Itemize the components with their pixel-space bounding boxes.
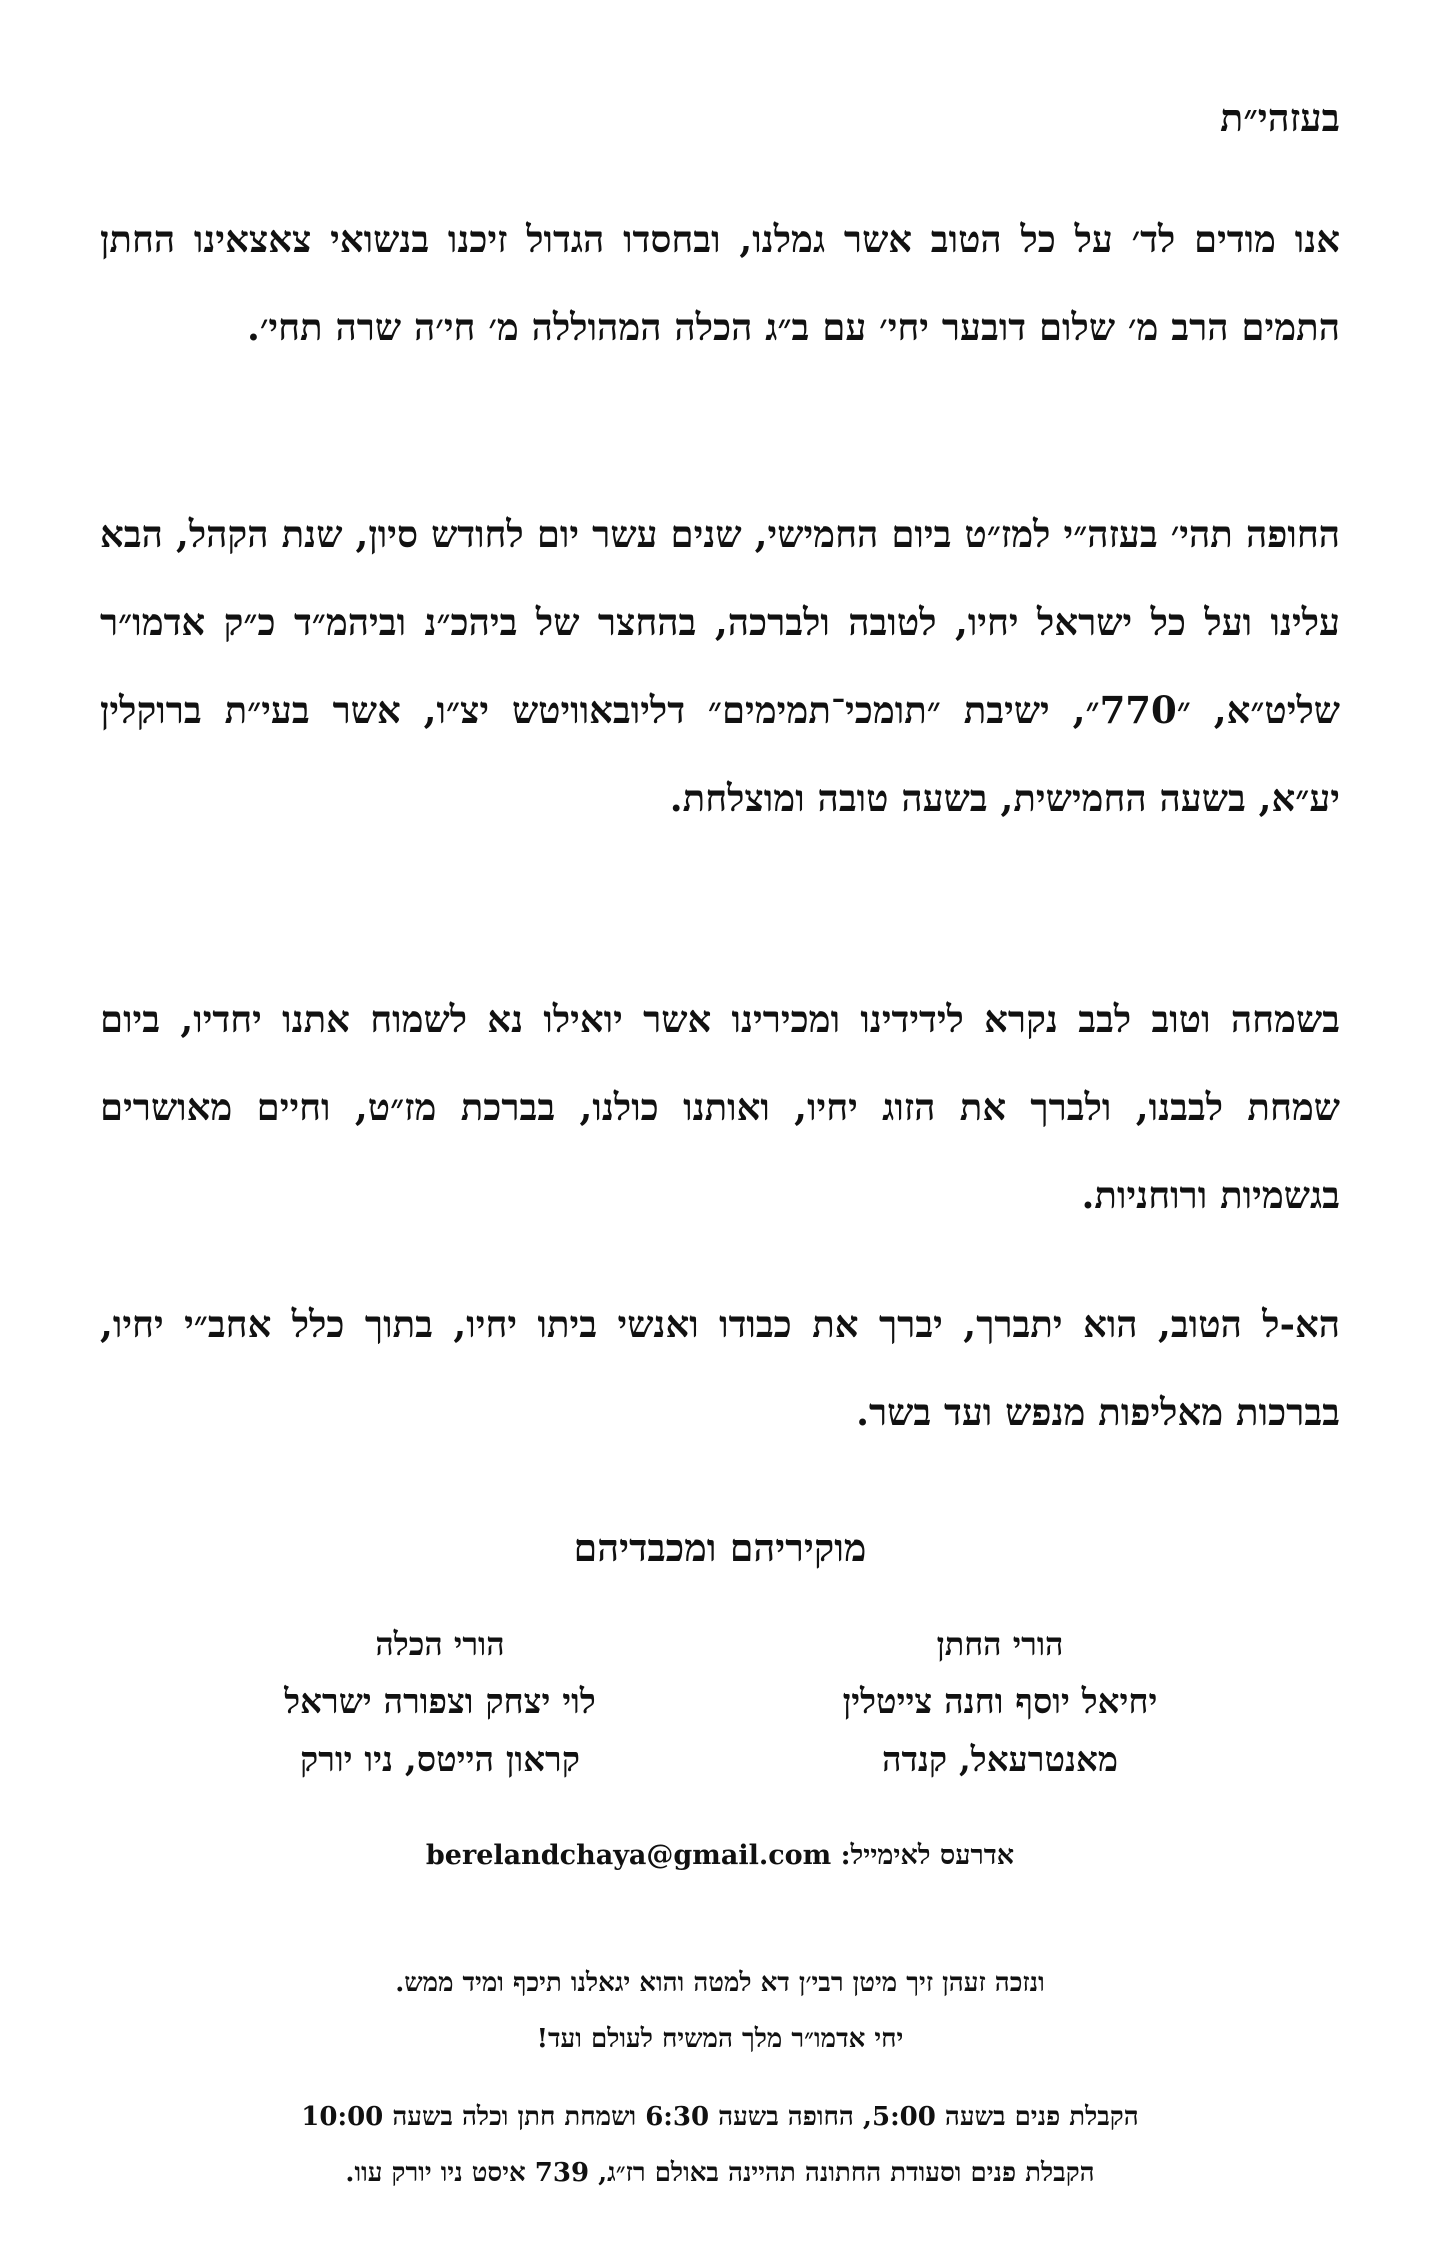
groom-parents-location: מאנטרעאל, קנדה xyxy=(881,1740,1119,1780)
note-schedule: הקבלת פנים בשעה 5:00, החופה בשעה 6:30 ושמחת חתן וכלה בשעה 10:00 xyxy=(301,2102,1139,2132)
groom-parents-title: הורי החתן xyxy=(936,1625,1064,1663)
paragraph-blessing: הא-ל הטוב, הוא יתברך, יברך את כבודו ואנשי ביתו יחיו, בתוך כלל אחב״י יחיו, בברכות מאליפות מנפש ועד בשר. xyxy=(100,1302,1340,1434)
bride-parents-title: הורי הכלה xyxy=(375,1625,505,1663)
paragraph-chuppah-details: החופה תהי׳ בעזה״י למז״ט ביום החמישי, שנים עשר יום לחודש סיון, שנת הקהל, הבא עלינו ועל כל ישראל יחיו, לטובה ולברכה, בהחצר של ביהכ״נ וביהמ״ד כ״ק אדמו״ר שליט״א, ״770״, ישיבת ״תומכי־תמימים״ דליובאוויטש יצ״ו, אשר בעי״ת ברוקלין יע״א, בשעה החמישית, בשעה טובה ומוצלחת. xyxy=(100,512,1340,820)
email-line xyxy=(0,1840,1440,1871)
note-venue: הקבלת פנים וסעודת החתונה תהיינה באולם רז״ג, 739 איסט ניו יורק עוו. xyxy=(345,2158,1095,2188)
footer-notes xyxy=(0,1955,1440,2201)
paragraph-invitation: בשמחה וטוב לבב נקרא לידידינו ומכירינו אשר יואילו נא לשמוח אתנו יחדיו, ביום שמחת לבבנו, ולברך את הזוג יחיו, ואותנו כולנו, בברכת מז״ט, וחיים מאושרים בגשמיות ורוחניות. xyxy=(100,997,1340,1217)
groom-parents-block xyxy=(720,1615,1280,1789)
bride-parents-names: לוי יצחק וצפורה ישראל xyxy=(284,1682,596,1722)
email-address-link[interactable]: berelandchaya@gmail.com xyxy=(425,1840,832,1871)
paragraph-announcement: אנו מודים לד׳ על כל הטוב אשר גמלנו, ובחסדו הגדול זיכנו בנשואי צאצאינו החתן התמים הרב מ׳ שלום דובער יחי׳ עם ב״ג הכלה המהוללה מ׳ חי׳ה שרה תחי׳. xyxy=(100,217,1340,349)
bride-parents-block xyxy=(160,1615,720,1789)
bride-parents-location: קראון הייטס, ניו יורק xyxy=(300,1740,580,1780)
signoff: מוקיריהם ומכבדיהם xyxy=(573,1525,867,1570)
groom-parents-names: יחיאל יוסף וחנה צייטלין xyxy=(842,1682,1158,1722)
page-header-bs-d: בעזהי״ת xyxy=(1220,95,1340,140)
note-yechi: יחי אדמו״ר מלך המשיח לעולם ועד! xyxy=(536,2024,904,2054)
note-moshiach: ונזכה זעהן זיך מיטן רבי׳ן דא למטה והוא יגאלנו תיכף ומיד ממש. xyxy=(395,1968,1045,1998)
email-label: אדרעס לאימייל: xyxy=(840,1840,1015,1871)
